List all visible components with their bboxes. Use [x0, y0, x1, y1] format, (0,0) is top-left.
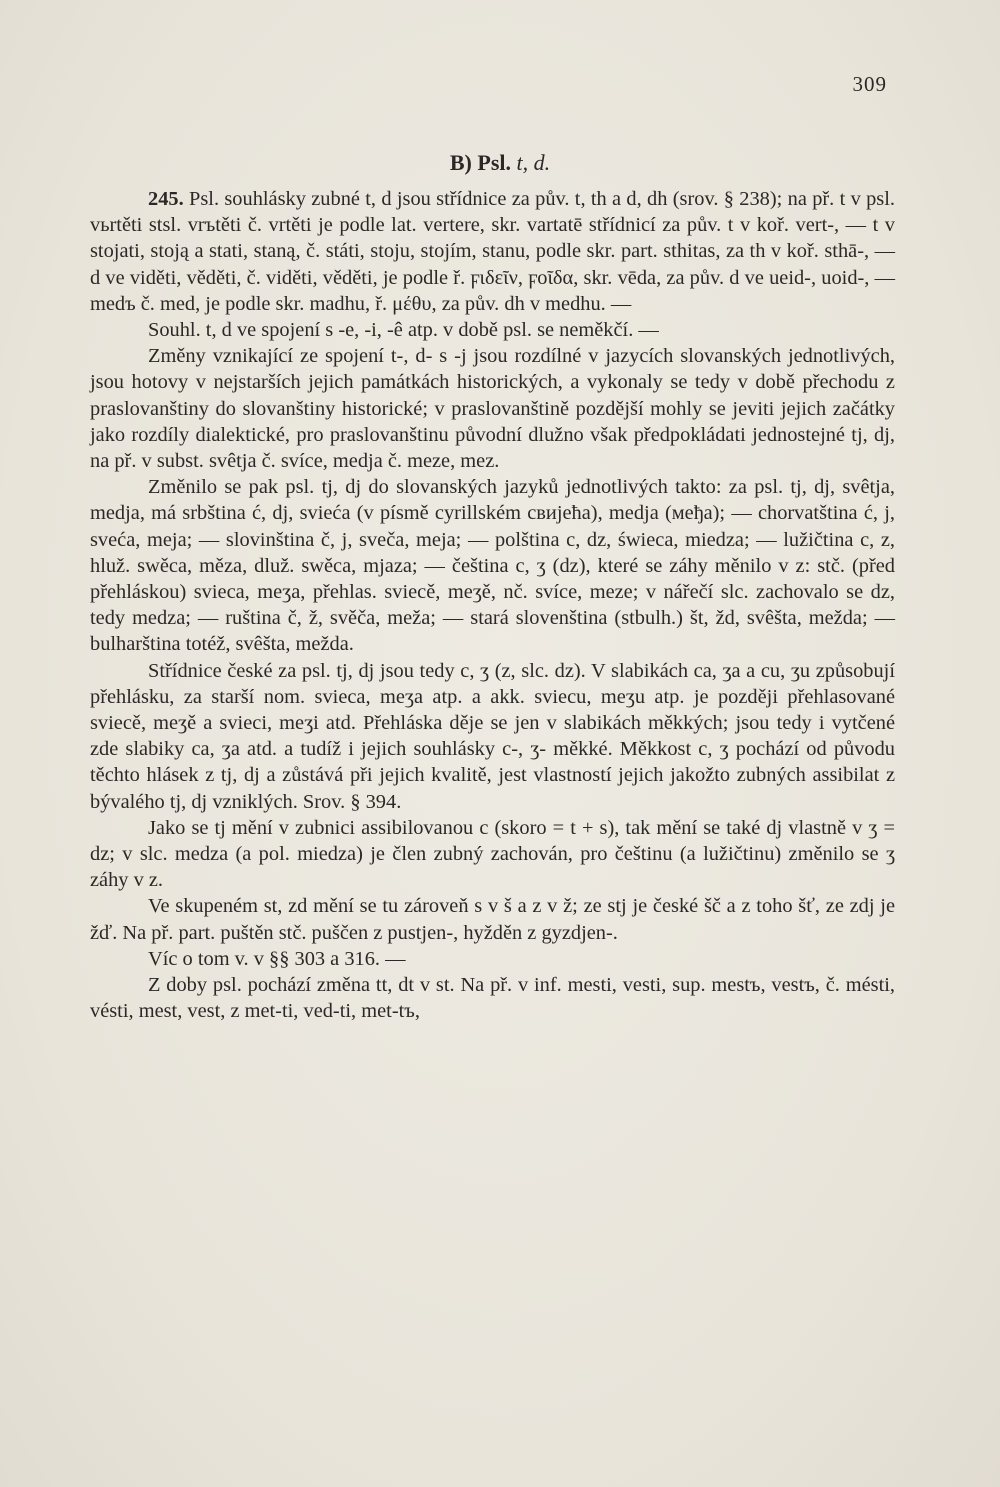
paragraph — [90, 946, 895, 972]
paragraph-number: 245. — [148, 188, 184, 210]
body-text — [90, 186, 895, 1025]
paragraph-text: Změny vznikající ze spojení t-, d- s -j jsou rozdílné v jazycích slovanských jednotlivých, jsou hotovy v nejstarších jejich památkách historických, a vykonaly se tedy v době přechodu z praslovanštiny do slovanštiny historické; v praslovanštině pozdější mohly se jeviti jejich začátky jako rozdíly dialektické, pro praslovanštinu původní dlužno však předpokládati jednostejné tj, dj, na př. v subst. svêtja č. svíce, medja č. meze, mez. — [90, 345, 895, 473]
page-number: 309 — [852, 72, 887, 96]
paragraph-text: Víc o tom v. v §§ 303 a 316. — — [148, 947, 406, 970]
paragraph — [90, 658, 895, 815]
paragraph — [90, 972, 895, 1024]
paragraph — [90, 815, 895, 894]
paragraph-text: Jako se tj mění v zubnici assibilovanou c (skoro = t + s), tak mění se také dj vlastně v ʒ = dz; v slc. medza (a pol. miedza) je člen zubný zachován, pro češtinu (a lužičtinu) změnilo se ʒ záhy v z. — [90, 816, 895, 892]
paragraph-text: Střídnice české za psl. tj, dj jsou tedy c, ʒ (z, slc. dz). V slabikách ca, ʒa a cu, ʒu způsobují přehlásku, za starší nom. svieca, meʒa atp. a akk. sviecu, meʒu atp. je později přehlasované sviecě, meʒě a svieci, meʒi atd. Přehláska děje se jen v slabikách měkkých; jsou tedy i vytčené zde slabiky ca, ʒa atd. a tudíž i jejich souhlásky c-, ʒ- měkké. Měkkost c, ʒ pochází od původu těchto hlásek z tj, dj a zůstává při jejich kvalitě, jest vlastností jejich jakožto zubných assibilat z bývalého tj, dj vzniklých. Srov. § 394. — [90, 659, 895, 813]
paragraph-text: Z doby psl. pochází změna tt, dt v st. Na př. v inf. mesti, vesti, sup. mestъ, vestъ, č. mésti, vésti, mest, vest, z met-ti, ved-ti, met-tъ, — [90, 974, 895, 1023]
paragraph — [90, 317, 895, 343]
paragraph-text: Ve skupeném st, zd mění se tu zároveň s v š a z v ž; ze stj je české šč a z toho šť, ze zdj je žď. Na př. part. puštěn stč. puščen z pustjen-, hyžděn z gyzdjen-. — [90, 895, 895, 944]
paragraph-text: Souhl. t, d ve spojení s -e, -i, -ê atp. v době psl. se neměkčí. — — [148, 319, 659, 342]
paragraph-text: Psl. souhlásky zubné t, d jsou střídnice za pův. t, th a d, dh (srov. § 238); na př. t v psl. vьrtěti stsl. vrъtěti č. vrtěti je podle lat. vertere, skr. vartatē střídnicí za pův. t v koř. vert-, — t v stojati, stoją a stati, staną, č. státi, stoju, stojím, stanu, podle skr. part. sthitas, za th v koř. sthā-, — d ve viděti, věděti, č. viděti, věděti, je podle ř. ϝιδεῖν, ϝοῖδα, skr. vēda, za pův. d ve ueid-, uoid-, — medъ č. med, je podle skr. madhu, ř. μέθυ, za pův. dh v medhu. — — [90, 188, 895, 315]
paragraph — [90, 474, 895, 657]
paragraph-text: Změnilo se pak psl. tj, dj do slovanských jazyků jednotlivých takto: za psl. tj, dj, svêtja, medja, má srbština ć, dj, svieća (v písmě cyrillském свиjећа), medja (међа); — chorvatština ć, j, sveća, meja; — slovinština č, j, sveča, meja; — polština c, dz, świeca, miedza; — lužičtina c, z, hluž. swěca, měza, dluž. swěca, mjaza; — čeština c, ʒ (dz), které se záhy měnilo v z: stč. (před přehláskou) svieca, meʒa, přehlas. sviecě, meʒě, nč. svíce, meze; v nářečí slc. zachovalo se dz, tedy medza; — ruština č, ž, svěča, meža; — stará slovenština (stbulh.) št, žd, svêšta, mežda; — bulharština totéž, svêšta, mežda. — [90, 476, 895, 656]
section-heading — [0, 150, 1000, 176]
paragraph — [90, 893, 895, 945]
section-heading-label: B) Psl. — [449, 150, 511, 175]
section-heading-italic: t, d. — [516, 150, 551, 175]
paragraph — [90, 343, 895, 474]
paragraph-245 — [90, 186, 895, 317]
